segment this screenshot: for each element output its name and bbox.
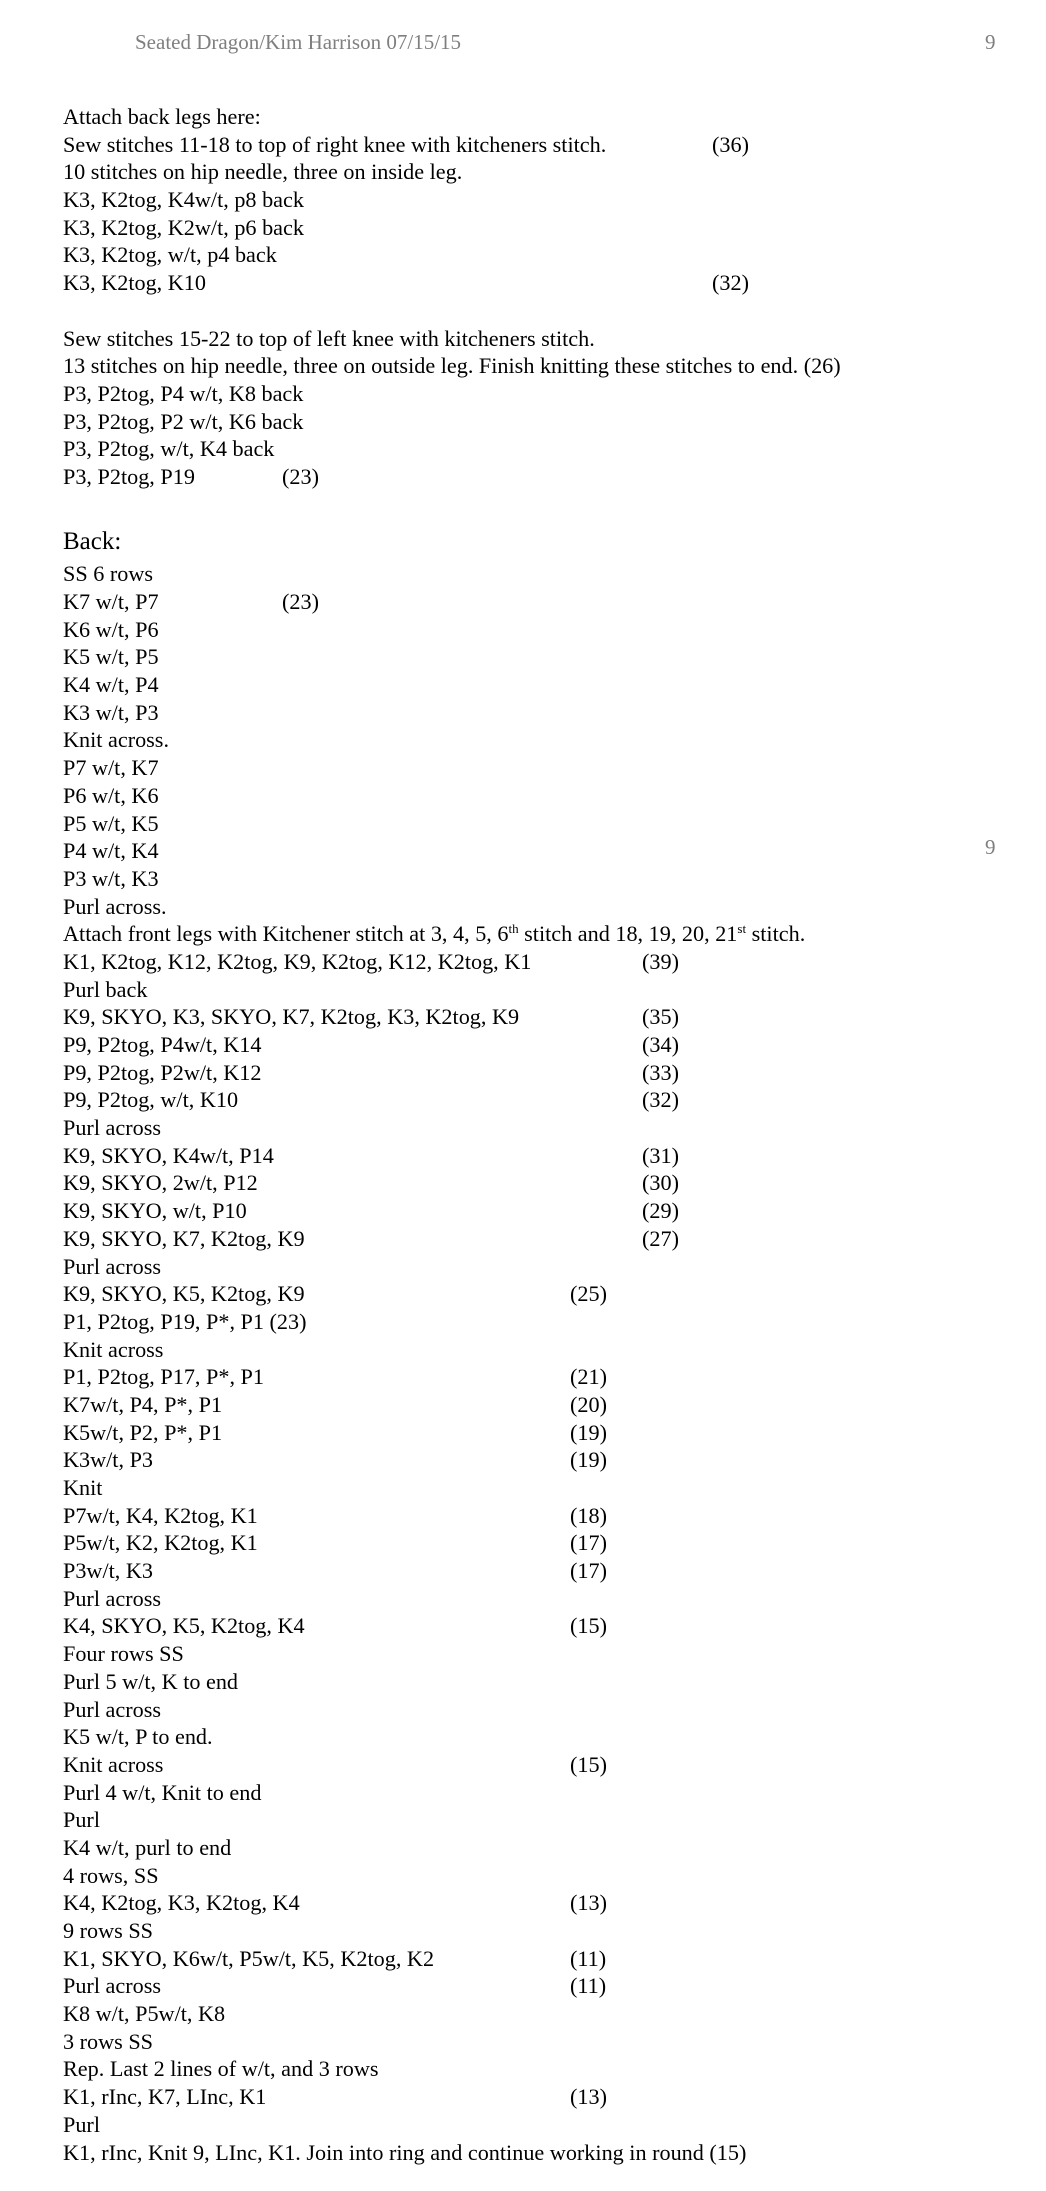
instruction-line: [63, 1668, 1023, 1696]
instruction-line: [63, 1779, 1023, 1807]
stitch-count: (27): [642, 1225, 679, 1251]
stitch-count: (23): [282, 463, 319, 489]
stitch-count: (15): [570, 1613, 607, 1639]
instruction-line: [63, 560, 1023, 588]
instruction-text: P3w/t, K3: [63, 1558, 153, 1584]
stitch-count: (31): [642, 1142, 679, 1168]
stitch-count: (18): [570, 1502, 607, 1528]
instruction-line: [63, 865, 1023, 893]
instruction-text: K4 w/t, purl to end: [63, 1834, 232, 1860]
instruction-text: Attach back legs here:: [63, 104, 261, 129]
instruction-line: [63, 1280, 1023, 1308]
instruction-line: [63, 1806, 1023, 1834]
stitch-count: (23): [282, 589, 319, 614]
stitch-count: (32): [712, 270, 749, 296]
instruction-line: [63, 1059, 1023, 1087]
instruction-text: 9 rows SS: [63, 1918, 154, 1943]
instruction-text: P6 w/t, K6: [63, 782, 159, 808]
instruction-line: [63, 1585, 1023, 1613]
instruction-line: [63, 269, 1023, 297]
instruction-text: P7 w/t, K7: [63, 755, 159, 781]
instruction-line: [63, 435, 1023, 463]
instruction-text: P9, P2tog, P4w/t, K14: [63, 1032, 262, 1057]
instruction-line: [63, 1197, 1023, 1225]
header-page-number: 9: [985, 30, 996, 54]
instruction-text: K5w/t, P2, P*, P1: [63, 1419, 223, 1445]
instruction-line: [63, 1169, 1023, 1197]
instruction-text: Sew stitches 15-22 to top of left knee with kitcheners stitch.: [63, 325, 595, 351]
instruction-line: [63, 976, 1023, 1004]
instruction-line: [63, 214, 1023, 242]
instruction-text: K9, SKYO, 2w/t, P12: [63, 1170, 258, 1196]
text-segment: stitch.: [746, 921, 806, 947]
instruction-text: P3, P2tog, P2 w/t, K6 back: [63, 408, 304, 434]
ordinal-suffix: th: [508, 921, 519, 937]
stitch-count: (15): [570, 1751, 607, 1777]
instruction-line: [63, 754, 1023, 782]
instruction-line: [63, 699, 1023, 727]
instruction-text: Knit across: [63, 1336, 164, 1362]
instruction-text: Purl 4 w/t, Knit to end: [63, 1779, 262, 1805]
instruction-line: [63, 588, 1023, 616]
instruction-text: [63, 921, 805, 946]
instruction-text: Purl: [63, 1807, 100, 1833]
instruction-line: [63, 2083, 1023, 2111]
instruction-line: [63, 1474, 1023, 1502]
instruction-text: K3, K2tog, K10: [63, 270, 206, 296]
instruction-line: [63, 1446, 1023, 1474]
instruction-text: K3 w/t, P3: [63, 699, 159, 725]
instruction-line: [63, 2000, 1023, 2028]
instruction-line: [63, 1253, 1023, 1281]
instruction-text: K9, SKYO, K3, SKYO, K7, K2tog, K3, K2tog, K9: [63, 1004, 520, 1030]
instruction-text: P3, P2tog, P4 w/t, K8 back: [63, 380, 304, 406]
instruction-line: [63, 1502, 1023, 1530]
instruction-line: [63, 1917, 1023, 1945]
stitch-count: (34): [642, 1032, 679, 1057]
instruction-line: [63, 1640, 1023, 1668]
instruction-text: K3, K2tog, w/t, p4 back: [63, 242, 277, 268]
instruction-text: Purl across: [63, 1253, 161, 1279]
instruction-text: P1, P2tog, P19, P*, P1 (23): [63, 1308, 307, 1334]
instruction-line: [63, 352, 1023, 380]
instruction-line: [63, 1142, 1023, 1170]
instruction-line: [63, 2139, 1023, 2167]
instruction-line: [63, 1308, 1023, 1336]
instruction-text: K5 w/t, P5: [63, 644, 159, 670]
instruction-text: Purl across: [63, 1973, 161, 1999]
instruction-line: [63, 1557, 1023, 1585]
pattern-instructions: [63, 103, 1023, 2166]
instruction-text: Sew stitches 11-18 to top of right knee with kitcheners stitch.: [63, 131, 607, 157]
instruction-text: Purl back: [63, 976, 148, 1002]
instruction-text: K6 w/t, P6: [63, 616, 159, 642]
instruction-line: [63, 408, 1023, 436]
instruction-line: [63, 1723, 1023, 1751]
stitch-count: (17): [570, 1558, 607, 1584]
instruction-line: [63, 643, 1023, 671]
text-segment: Attach front legs with Kitchener stitch at 3, 4, 5, 6: [63, 921, 509, 947]
instruction-text: K1, rInc, K7, LInc, K1: [63, 2084, 267, 2110]
instruction-line: [63, 1336, 1023, 1364]
instruction-line: [63, 1945, 1023, 1973]
instruction-text: K9, SKYO, K7, K2tog, K9: [63, 1225, 305, 1251]
instruction-text: K9, SKYO, K4w/t, P14: [63, 1142, 274, 1168]
instruction-text: Purl across: [63, 1585, 161, 1611]
instruction-line: [63, 1972, 1023, 2000]
instruction-text: Knit: [63, 1475, 103, 1500]
instruction-line: [63, 1363, 1023, 1391]
stitch-count: (25): [570, 1281, 607, 1307]
instruction-line: [63, 726, 1023, 754]
instruction-line: [63, 810, 1023, 838]
instruction-text: K1, K2tog, K12, K2tog, K9, K2tog, K12, K2tog, K1: [63, 948, 532, 974]
instruction-line: [63, 1889, 1023, 1917]
instruction-text: K3, K2tog, K2w/t, p6 back: [63, 214, 304, 240]
instruction-text: K4, SKYO, K5, K2tog, K4: [63, 1613, 305, 1639]
instruction-text: P5 w/t, K5: [63, 810, 159, 836]
instruction-text: P9, P2tog, w/t, K10: [63, 1087, 239, 1113]
instruction-line: [63, 325, 1023, 353]
instruction-line: [63, 1391, 1023, 1419]
header-title: Seated Dragon/Kim Harrison 07/15/15: [135, 30, 462, 54]
instruction-text: P4 w/t, K4: [63, 838, 159, 864]
instruction-line: [63, 1612, 1023, 1640]
instruction-text: Four rows SS: [63, 1641, 184, 1667]
instruction-line: [63, 948, 1023, 976]
stitch-count: (21): [570, 1364, 607, 1390]
stitch-count: (11): [570, 1973, 607, 1999]
instruction-text: K8 w/t, P5w/t, K8: [63, 2001, 226, 2027]
blank-line: [63, 491, 1023, 519]
instruction-text: K4, K2tog, K3, K2tog, K4: [63, 1890, 300, 1916]
stitch-count: (32): [642, 1087, 679, 1113]
instruction-text: 10 stitches on hip needle, three on inside leg.: [63, 159, 463, 185]
instruction-text: Purl 5 w/t, K to end: [63, 1668, 239, 1694]
instruction-text: 3 rows SS: [63, 2028, 154, 2054]
instruction-text: P5w/t, K2, K2tog, K1: [63, 1530, 258, 1556]
instruction-line: [63, 1696, 1023, 1724]
text-segment: stitch and 18, 19, 20, 21: [518, 921, 738, 947]
stitch-count: (29): [642, 1198, 679, 1224]
instruction-text: P3 w/t, K3: [63, 865, 159, 891]
instruction-text: K1, SKYO, K6w/t, P5w/t, K5, K2tog, K2: [63, 1945, 435, 1971]
ordinal-suffix: st: [737, 921, 747, 937]
instruction-line: [63, 380, 1023, 408]
stitch-count: (13): [570, 1890, 607, 1916]
stitch-count: (19): [570, 1447, 607, 1473]
stitch-count: (17): [570, 1530, 607, 1556]
instruction-line: [63, 241, 1023, 269]
instruction-text: P1, P2tog, P17, P*, P1: [63, 1364, 264, 1390]
instruction-text: Back:: [63, 528, 122, 556]
instruction-text: K3w/t, P3: [63, 1447, 153, 1473]
instruction-line: [63, 671, 1023, 699]
instruction-line: [63, 158, 1023, 186]
instruction-text: SS 6 rows: [63, 561, 154, 587]
instruction-line: [63, 131, 1023, 159]
instruction-line: [63, 1003, 1023, 1031]
instruction-text: P9, P2tog, P2w/t, K12: [63, 1059, 262, 1085]
stitch-count: (36): [712, 131, 749, 157]
instruction-line: [63, 782, 1023, 810]
instruction-line: [63, 920, 1023, 948]
instruction-line: [63, 1419, 1023, 1447]
instruction-line: [63, 2055, 1023, 2083]
margin-page-number: 9: [985, 835, 996, 859]
instruction-text: K7 w/t, P7: [63, 589, 159, 614]
stitch-count: (13): [570, 2084, 607, 2110]
stitch-count: (11): [570, 1945, 607, 1971]
instruction-text: K4 w/t, P4: [63, 672, 159, 698]
instruction-text: Knit across.: [63, 727, 169, 753]
instruction-text: Purl across: [63, 1115, 161, 1141]
stitch-count: (35): [642, 1004, 679, 1030]
instruction-text: Purl across.: [63, 893, 167, 919]
instruction-line: [63, 463, 1023, 491]
stitch-count: (20): [570, 1391, 607, 1417]
instruction-line: [63, 103, 1023, 131]
blank-line: [63, 297, 1023, 325]
instruction-line: [63, 1031, 1023, 1059]
instruction-text: K3, K2tog, K4w/t, p8 back: [63, 187, 304, 213]
instruction-line: [63, 616, 1023, 644]
instruction-text: 4 rows, SS: [63, 1862, 159, 1888]
instruction-text: Knit across: [63, 1751, 164, 1777]
instruction-line: [63, 186, 1023, 214]
instruction-line: [63, 1529, 1023, 1557]
instruction-text: P3, P2tog, P19: [63, 463, 195, 489]
instruction-text: P3, P2tog, w/t, K4 back: [63, 436, 275, 462]
instruction-text: K5 w/t, P to end.: [63, 1724, 213, 1750]
instruction-line: [63, 1862, 1023, 1890]
instruction-line: [63, 1114, 1023, 1142]
instruction-line: [63, 2028, 1023, 2056]
stitch-count: (39): [642, 948, 679, 974]
instruction-line: [63, 1086, 1023, 1114]
instruction-line: [63, 2111, 1023, 2139]
stitch-count: (19): [570, 1419, 607, 1445]
stitch-count: (33): [642, 1059, 679, 1085]
instruction-text: Rep. Last 2 lines of w/t, and 3 rows: [63, 2056, 379, 2082]
instruction-text: Purl across: [63, 1696, 161, 1722]
instruction-text: 13 stitches on hip needle, three on outside leg. Finish knitting these stitches to end. (26): [63, 353, 841, 379]
instruction-text: Purl: [63, 2111, 100, 2137]
instruction-text: P7w/t, K4, K2tog, K1: [63, 1502, 258, 1528]
instruction-line: [63, 837, 1023, 865]
instruction-text: K7w/t, P4, P*, P1: [63, 1391, 223, 1417]
instruction-text: K9, SKYO, w/t, P10: [63, 1198, 247, 1224]
instruction-text: K1, rInc, Knit 9, LInc, K1. Join into ring and continue working in round (15): [63, 2139, 747, 2165]
stitch-count: (30): [642, 1170, 679, 1196]
instruction-line: [63, 1751, 1023, 1779]
instruction-line: [63, 1834, 1023, 1862]
instruction-line: [63, 1225, 1023, 1253]
instruction-text: K9, SKYO, K5, K2tog, K9: [63, 1281, 305, 1307]
instruction-line: [63, 893, 1023, 921]
section-heading: [63, 518, 1023, 560]
